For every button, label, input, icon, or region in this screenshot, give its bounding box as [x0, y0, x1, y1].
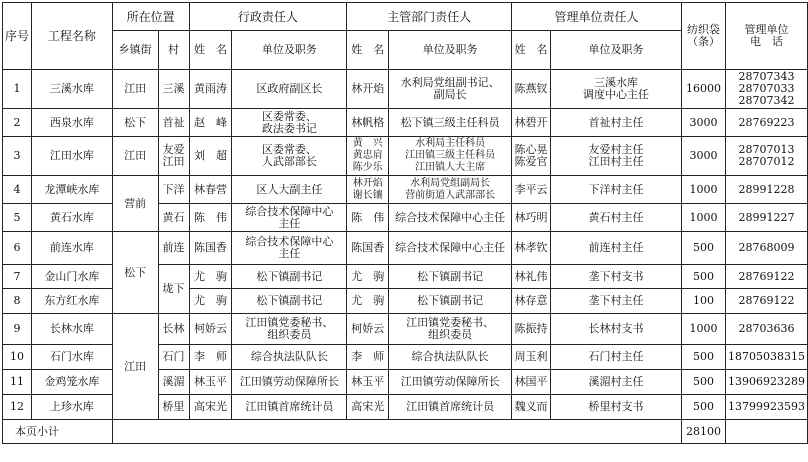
phone-cell: 28707013 28707012 [725, 137, 807, 176]
project-cell: 龙潭峡水库 [32, 176, 113, 204]
village-cell: 溪湄 [158, 370, 189, 395]
township-cell: 江田 [112, 70, 158, 109]
header-project-name: 工程名称 [32, 3, 113, 70]
dept-position-cell: 综合技术保障中心主任 [389, 204, 512, 232]
township-cell: 营前 [112, 176, 158, 232]
header-admin-position: 单位及职务 [232, 31, 347, 70]
admin-position-cell: 江田镇首席统计员 [232, 395, 347, 420]
mgmt-position-cell: 石门村主任 [551, 345, 682, 370]
village-cell: 石门 [158, 345, 189, 370]
header-township: 乡镇街 [112, 31, 158, 70]
subtotal-phone-blank [725, 420, 807, 444]
admin-position-cell: 综合技术保障中心 主任 [232, 232, 347, 265]
bags-cell: 500 [682, 370, 726, 395]
dept-name-cell: 陈 伟 [347, 204, 389, 232]
bags-cell: 16000 [682, 70, 726, 109]
mgmt-position-cell: 黄石村主任 [551, 204, 682, 232]
mgmt-name-cell: 陈燕钗 [512, 70, 551, 109]
subtotal-row [3, 420, 808, 444]
header-mgmt-responsible: 管理单位责任人 [512, 3, 682, 31]
table-row [3, 137, 808, 176]
bags-cell: 1000 [682, 176, 726, 204]
dept-position-cell: 松下镇副书记 [389, 265, 512, 289]
subtotal-label: 本页小计 [3, 420, 113, 444]
project-cell: 三溪水库 [32, 70, 113, 109]
bags-cell: 500 [682, 395, 726, 420]
phone-cell: 28991227 [725, 204, 807, 232]
dept-position-cell: 水利局党组副局长 营前街道人武部部长 [389, 176, 512, 204]
mgmt-name-cell: 陈心晃 陈爱官 [512, 137, 551, 176]
dept-name-cell: 林开焰 [347, 70, 389, 109]
project-cell: 江田水库 [32, 137, 113, 176]
phone-cell: 28768009 [725, 232, 807, 265]
dept-position-cell: 综合技术保障中心主任 [389, 232, 512, 265]
dept-name-cell: 尤 驹 [347, 265, 389, 289]
mgmt-position-cell: 垄下村主任 [551, 289, 682, 314]
phone-cell: 28769223 [725, 109, 807, 137]
phone-cell: 28991228 [725, 176, 807, 204]
admin-name-cell: 尤 驹 [189, 265, 232, 289]
bags-cell: 500 [682, 265, 726, 289]
bags-cell: 100 [682, 289, 726, 314]
project-cell: 金鸡笼水库 [32, 370, 113, 395]
dept-name-cell: 柯娇云 [347, 314, 389, 345]
project-cell: 前连水库 [32, 232, 113, 265]
table-row [3, 176, 808, 204]
mgmt-name-cell: 林孝钦 [512, 232, 551, 265]
phone-cell: 28703636 [725, 314, 807, 345]
header-mgmt-name: 姓 名 [512, 31, 551, 70]
mgmt-name-cell: 林礼伟 [512, 265, 551, 289]
admin-name-cell: 刘 超 [189, 137, 232, 176]
village-cell: 首祉 [158, 109, 189, 137]
village-cell: 前连 [158, 232, 189, 265]
header-admin-responsible: 行政责任人 [189, 3, 347, 31]
dept-name-cell: 尤 驹 [347, 289, 389, 314]
admin-name-cell: 林春营 [189, 176, 232, 204]
seq-cell: 2 [3, 109, 32, 137]
admin-name-cell: 林玉平 [189, 370, 232, 395]
project-cell: 东方红水库 [32, 289, 113, 314]
admin-position-cell: 综合执法队队长 [232, 345, 347, 370]
dept-name-cell: 李 师 [347, 345, 389, 370]
village-cell: 桥里 [158, 395, 189, 420]
admin-position-cell: 区委常委、 人武部部长 [232, 137, 347, 176]
table-row [3, 314, 808, 345]
project-cell: 黄石水库 [32, 204, 113, 232]
seq-cell: 10 [3, 345, 32, 370]
phone-cell: 28769122 [725, 289, 807, 314]
bags-cell: 1000 [682, 314, 726, 345]
phone-cell: 18705038315 [725, 345, 807, 370]
header-dept-name: 姓 名 [347, 31, 389, 70]
dept-position-cell: 江田镇劳动保障所长 [389, 370, 512, 395]
mgmt-name-cell: 周玉利 [512, 345, 551, 370]
dept-name-cell: 林开焰 谢长镶 [347, 176, 389, 204]
village-cell: 垅下 [158, 265, 189, 314]
admin-name-cell: 陈国香 [189, 232, 232, 265]
admin-position-cell: 综合技术保障中心 主任 [232, 204, 347, 232]
admin-name-cell: 李 师 [189, 345, 232, 370]
phone-cell: 28769122 [725, 265, 807, 289]
dept-position-cell: 松下镇副书记 [389, 289, 512, 314]
reservoir-responsibility-table [2, 2, 808, 444]
township-cell: 江田 [112, 137, 158, 176]
dept-name-cell: 陈国香 [347, 232, 389, 265]
project-cell: 西泉水库 [32, 109, 113, 137]
project-cell: 长林水库 [32, 314, 113, 345]
mgmt-position-cell: 友爱村主任 江田村主任 [551, 137, 682, 176]
admin-name-cell: 高宋光 [189, 395, 232, 420]
header-village: 村 [158, 31, 189, 70]
admin-name-cell: 尤 驹 [189, 289, 232, 314]
admin-position-cell: 区政府副区长 [232, 70, 347, 109]
phone-cell: 13906923289 [725, 370, 807, 395]
header-admin-name: 姓 名 [189, 31, 232, 70]
bags-cell: 3000 [682, 109, 726, 137]
admin-position-cell: 区人大副主任 [232, 176, 347, 204]
mgmt-name-cell: 林碧开 [512, 109, 551, 137]
header-bags: 纺织袋 （条） [682, 3, 726, 70]
township-cell: 江田 [112, 314, 158, 420]
mgmt-position-cell: 垄下村支书 [551, 265, 682, 289]
admin-position-cell: 江田镇劳动保障所长 [232, 370, 347, 395]
seq-cell: 9 [3, 314, 32, 345]
admin-position-cell: 松下镇副书记 [232, 265, 347, 289]
mgmt-name-cell: 林存意 [512, 289, 551, 314]
admin-name-cell: 柯娇云 [189, 314, 232, 345]
dept-name-cell: 林帆格 [347, 109, 389, 137]
dept-position-cell: 综合执法队队长 [389, 345, 512, 370]
dept-name-cell: 林玉平 [347, 370, 389, 395]
dept-name-cell: 黄 兴 黄忠肩 陈少乐 [347, 137, 389, 176]
mgmt-name-cell: 魏义而 [512, 395, 551, 420]
table-row [3, 232, 808, 265]
header-seq: 序号 [3, 3, 32, 70]
township-cell: 松下 [112, 109, 158, 137]
mgmt-name-cell: 林巧明 [512, 204, 551, 232]
table-row [3, 109, 808, 137]
dept-position-cell: 江田镇首席统计员 [389, 395, 512, 420]
mgmt-position-cell: 长林村支书 [551, 314, 682, 345]
admin-position-cell: 区委常委、 政法委书记 [232, 109, 347, 137]
dept-position-cell: 水利局党组副书记、 副局长 [389, 70, 512, 109]
bags-cell: 1000 [682, 204, 726, 232]
seq-cell: 7 [3, 265, 32, 289]
bags-cell: 3000 [682, 137, 726, 176]
seq-cell: 8 [3, 289, 32, 314]
seq-cell: 6 [3, 232, 32, 265]
mgmt-name-cell: 陈振持 [512, 314, 551, 345]
township-cell: 松下 [112, 232, 158, 314]
mgmt-position-cell: 下洋村主任 [551, 176, 682, 204]
admin-name-cell: 陈 伟 [189, 204, 232, 232]
project-cell: 金山门水库 [32, 265, 113, 289]
seq-cell: 5 [3, 204, 32, 232]
mgmt-position-cell: 前连村主任 [551, 232, 682, 265]
admin-position-cell: 江田镇党委秘书、 组织委员 [232, 314, 347, 345]
seq-cell: 12 [3, 395, 32, 420]
admin-position-cell: 松下镇副书记 [232, 289, 347, 314]
village-cell: 黄石 [158, 204, 189, 232]
village-cell: 友爱 江田 [158, 137, 189, 176]
mgmt-position-cell: 首祉村主任 [551, 109, 682, 137]
village-cell: 三溪 [158, 70, 189, 109]
subtotal-bags: 28100 [682, 420, 726, 444]
header-mgmt-position: 单位及职务 [551, 31, 682, 70]
admin-name-cell: 赵 峰 [189, 109, 232, 137]
seq-cell: 3 [3, 137, 32, 176]
header-dept-responsible: 主管部门责任人 [347, 3, 512, 31]
bags-cell: 500 [682, 232, 726, 265]
header-location: 所在位置 [112, 3, 189, 31]
header-phone: 管理单位 电 话 [725, 3, 807, 70]
table-row [3, 70, 808, 109]
dept-position-cell: 水利局主任科员 江田镇三级主任科员 江田镇人大主席 [389, 137, 512, 176]
mgmt-position-cell: 桥里村支书 [551, 395, 682, 420]
village-cell: 长林 [158, 314, 189, 345]
seq-cell: 4 [3, 176, 32, 204]
header-dept-position: 单位及职务 [389, 31, 512, 70]
bags-cell: 500 [682, 345, 726, 370]
admin-name-cell: 黄雨涛 [189, 70, 232, 109]
mgmt-position-cell: 三溪水库 调度中心主任 [551, 70, 682, 109]
project-cell: 石门水库 [32, 345, 113, 370]
project-cell: 上珍水库 [32, 395, 113, 420]
dept-name-cell: 高宋光 [347, 395, 389, 420]
mgmt-name-cell: 林国平 [512, 370, 551, 395]
mgmt-name-cell: 李平云 [512, 176, 551, 204]
seq-cell: 11 [3, 370, 32, 395]
dept-position-cell: 松下镇三级主任科员 [389, 109, 512, 137]
phone-cell: 13799923593 [725, 395, 807, 420]
mgmt-position-cell: 溪湄村主任 [551, 370, 682, 395]
dept-position-cell: 江田镇党委秘书、 组织委员 [389, 314, 512, 345]
subtotal-blank [112, 420, 681, 444]
seq-cell: 1 [3, 70, 32, 109]
phone-cell: 28707343 28707033 28707342 [725, 70, 807, 109]
village-cell: 下洋 [158, 176, 189, 204]
